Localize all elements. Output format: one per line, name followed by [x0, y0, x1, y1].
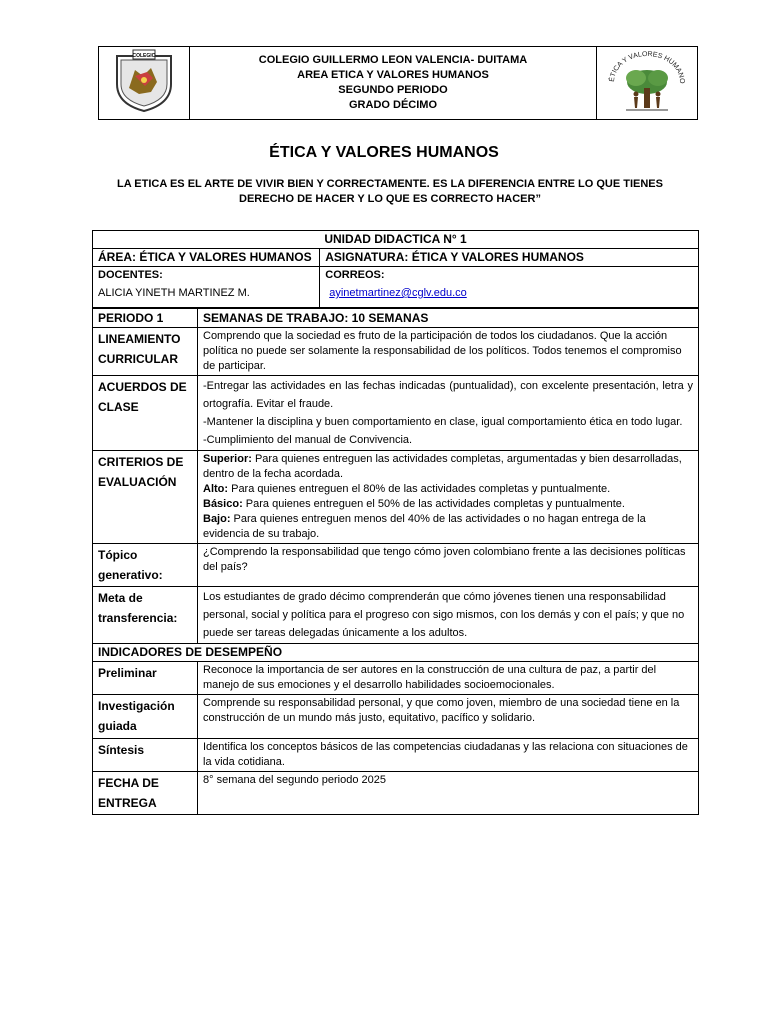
ethics-quote: LA ETICA ES EL ARTE DE VIVIR BIEN Y CORRECTAMENTE. ES LA DIFERENCIA ENTRE LO QUE TIENES DERECHO DE HACER Y LO QUE ES CORRECTO HACER” — [117, 178, 663, 205]
indicadores-title: INDICADORES DE DESEMPEÑO — [93, 644, 699, 662]
indicador-text: Comprende su responsabilidad personal, y que como joven, miembro de una sociedad tiene en la construcción de un mundo más justo, equitativo, pacífico y solidario. — [198, 695, 699, 739]
acuerdo-item: -Cumplimiento del manual de Convivencia. — [203, 434, 413, 446]
indicador-label: Síntesis — [93, 739, 198, 772]
docentes-label: DOCENTES: — [98, 269, 163, 281]
criterios-label: CRITERIOS DE EVALUACIÓN — [93, 451, 198, 544]
svg-text:ÉTICA Y VALORES HUMANOS: ÉTICA Y VALORES HUMANO — [608, 50, 686, 84]
correos-cell — [320, 267, 699, 309]
topico-label: Tópico generativo: — [93, 544, 198, 587]
header-line-school: COLEGIO GUILLERMO LEON VALENCIA- DUITAMA — [258, 54, 528, 66]
criterio-item: Superior: Para quienes entreguen las actividades completas, argumentadas y bien desarrolladas, dentro de la fecha acordada. — [203, 453, 682, 480]
criterios-cell — [198, 451, 699, 544]
fecha-text: 8° semana del segundo periodo 2025 — [198, 772, 699, 815]
svg-text:COLEGIO: COLEGIO — [132, 52, 156, 59]
indicador-row — [93, 695, 699, 739]
area-row — [93, 249, 699, 267]
criterio-item: Básico: Para quienes entreguen el 50% de las actividades completas y puntualmente. — [203, 498, 625, 510]
correos-label: CORREOS: — [325, 269, 385, 281]
fecha-row — [93, 772, 699, 815]
asignatura-label: ASIGNATURA: ÉTICA Y VALORES HUMANOS — [320, 249, 699, 267]
area-label: ÁREA: ÉTICA Y VALORES HUMANOS — [93, 249, 320, 267]
acuerdos-row — [93, 376, 699, 451]
header-line-area: AREA ETICA Y VALORES HUMANOS — [297, 69, 489, 81]
lineamiento-label: LINEAMIENTO CURRICULAR — [93, 328, 198, 376]
unit-title-row — [93, 231, 699, 249]
acuerdos-cell — [198, 376, 699, 451]
meta-label: Meta de transferencia: — [93, 587, 198, 644]
semanas-label: SEMANAS DE TRABAJO: 10 SEMANAS — [198, 308, 699, 328]
teacher-email-link[interactable]: ayinetmartinez@cglv.edu.co — [329, 287, 467, 299]
header-line-grade: GRADO DÉCIMO — [349, 99, 437, 111]
values-tree-logo — [606, 48, 688, 114]
docentes-row — [93, 267, 699, 309]
indicador-row — [93, 739, 699, 772]
periodo-label: PERIODO 1 — [93, 308, 198, 328]
docente-name: ALICIA YINETH MARTINEZ M. — [98, 287, 250, 299]
topico-row — [93, 544, 699, 587]
header-text-cell — [190, 47, 597, 120]
acuerdo-item: -Entregar las actividades en las fechas indicadas (puntualidad), con excelente presentación, letra y ortografía. Evitar el fraude. — [203, 380, 693, 410]
unit-title: UNIDAD DIDACTICA N° 1 — [93, 231, 699, 249]
indicadores-title-row — [93, 644, 699, 662]
header-table — [98, 46, 698, 120]
header-line-period: SEGUNDO PERIODO — [338, 84, 448, 96]
acuerdo-item: -Mantener la disciplina y buen comportamiento en clase, igual comportamiento ética en todo lugar. — [203, 416, 683, 428]
lineamiento-text: Comprendo que la sociedad es fruto de la participación de todos los ciudadanos. Que la acción política no puede ser solamente la responsabilidad de los políticos. Todos tenemos el compromiso de participar. — [198, 328, 699, 376]
lineamiento-row — [93, 328, 699, 376]
meta-text: Los estudiantes de grado décimo comprenderán que cómo jóvenes tienen una responsabilidad personal, social y política para el progreso con sigo mismos, con los demás y con el país; y que no puede ser tareas delegadas únicamente a los adultos. — [198, 587, 699, 644]
criterios-row — [93, 451, 699, 544]
indicador-label: Preliminar — [93, 662, 198, 695]
values-logo-cell — [597, 47, 698, 120]
acuerdos-label: ACUERDOS DE CLASE — [93, 376, 198, 451]
indicador-label: Investigación guiada — [93, 695, 198, 739]
periodo-row — [93, 308, 699, 328]
unit-table — [92, 230, 699, 815]
fecha-label: FECHA DE ENTREGA — [93, 772, 198, 815]
page-title: ÉTICA Y VALORES HUMANOS — [269, 144, 499, 161]
meta-row — [93, 587, 699, 644]
school-crest-logo — [111, 48, 177, 114]
criterio-item: Alto: Para quienes entreguen el 80% de las actividades completas y puntualmente. — [203, 483, 611, 495]
school-logo-cell — [99, 47, 190, 120]
indicador-text: Reconoce la importancia de ser autores en la construcción de una cultura de paz, a partir del manejo de sus emociones y el desarrollo habilidades socioemocionales. — [198, 662, 699, 695]
indicador-text: Identifica los conceptos básicos de las competencias ciudadanas y las relaciona con situaciones de la vida cotidiana. — [198, 739, 699, 772]
docentes-cell — [93, 267, 320, 309]
topico-text: ¿Comprendo la responsabilidad que tengo cómo joven colombiano frente a las decisiones políticas del país? — [198, 544, 699, 587]
indicador-row — [93, 662, 699, 695]
criterio-item: Bajo: Para quienes entreguen menos del 40% de las actividades o no hagan entrega de la evidencia de su trabajo. — [203, 513, 646, 540]
